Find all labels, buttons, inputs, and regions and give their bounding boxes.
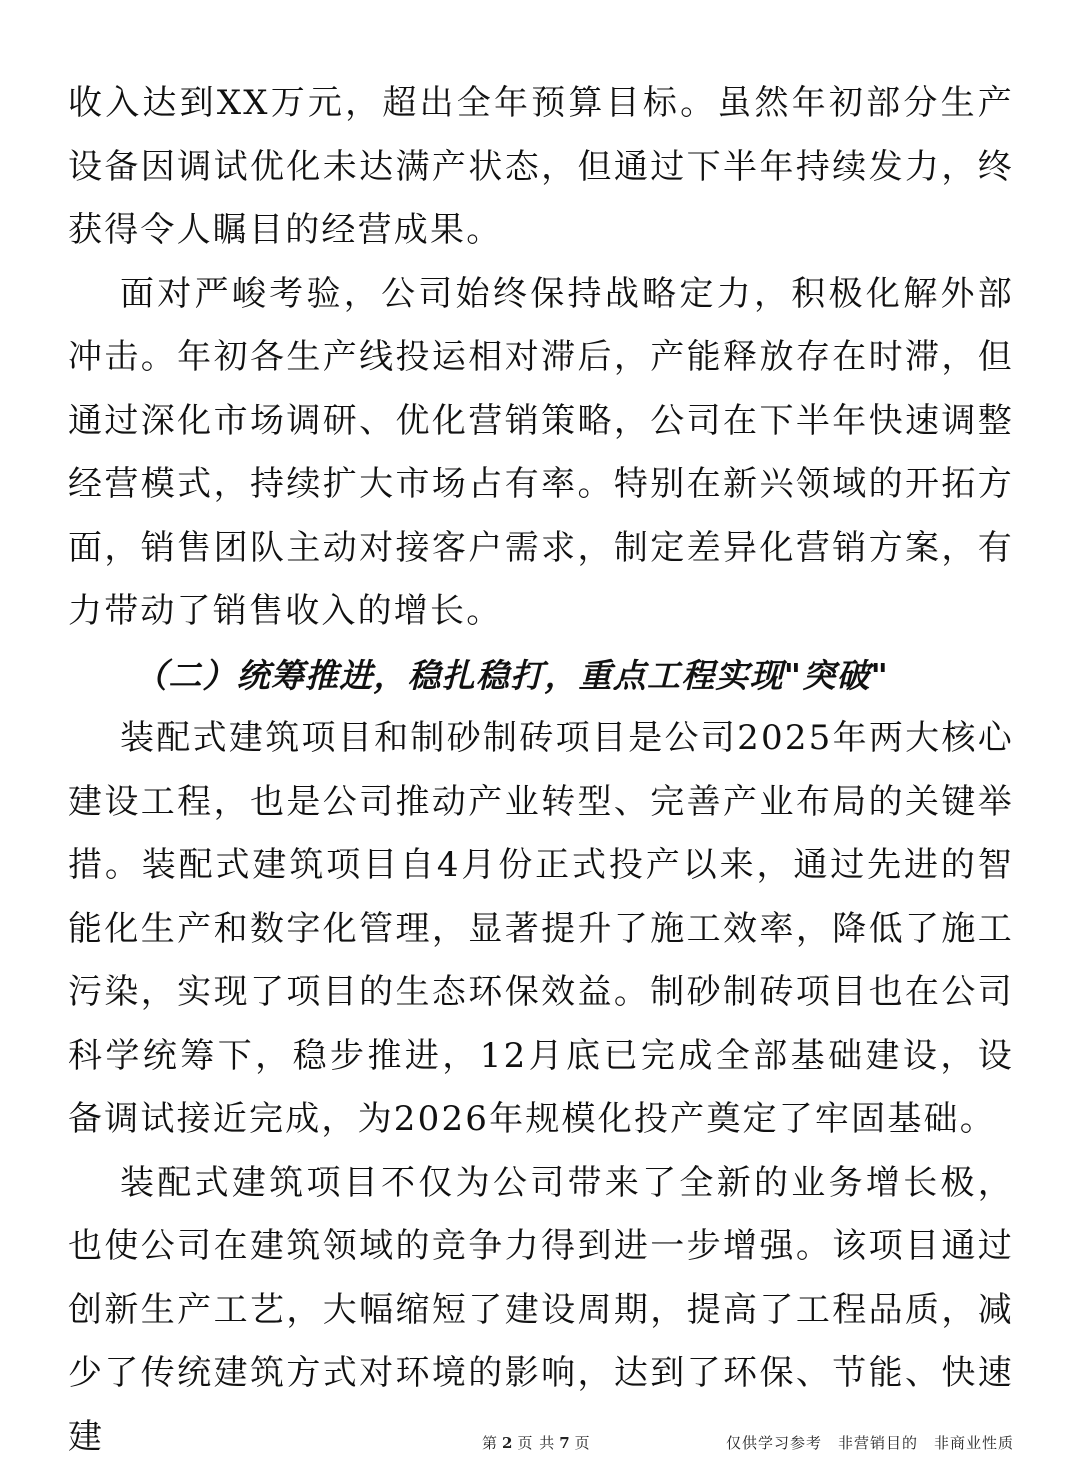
page-number [482, 1432, 591, 1453]
paragraph: 装配式建筑项目不仅为公司带来了全新的业务增长极，也使公司在建筑领域的竞争力得到进一步增强。该项目通过创新生产工艺，大幅缩短了建设周期，提高了工程品质，减少了传统建筑方式对环境的影响，达到了环保、节能、快速建 [68, 1162, 1014, 1457]
paragraph-continued: 收入达到XX万元，超出全年预算目标。虽然年初部分生产设备因调试优化未达满产状态，但通过下半年持续发力，终获得令人瞩目的经营成果。 [68, 83, 1014, 250]
paragraph: 装配式建筑项目和制砂制砖项目是公司2025年两大核心建设工程，也是公司推动产业转型、完善产业布局的关键举措。装配式建筑项目自4月份正式投产以来，通过先进的智能化生产和数字化管理，显著提升了施工效率，降低了施工污染，实现了项目的生态环保效益。制砂制砖项目也在公司科学统筹下，稳步推进，12月底已完成全部基础建设，设备调试接近完成，为2026年规模化投产奠定了牢固基础。 [68, 718, 1014, 1139]
footer-disclaimer [726, 1432, 1014, 1453]
disclaimer-item: 非营销目的 [837, 1434, 918, 1452]
total-pages: 7 [559, 1434, 571, 1452]
page-prefix: 第 [482, 1434, 499, 1452]
document-body [68, 72, 1014, 1469]
page-middle: 页 共 [517, 1434, 556, 1452]
paragraph: 面对严峻考验，公司始终保持战略定力，积极化解外部冲击。年初各生产线投运相对滞后，产能释放存在时滞，但通过深化市场调研、优化营销策略，公司在下半年快速调整经营模式，持续扩大市场占有率。特别在新兴领域的开拓方面，销售团队主动对接客户需求，制定差异化营销方案，有力带动了销售收入的增长。 [68, 273, 1014, 631]
page-footer [0, 1432, 1080, 1452]
current-page: 2 [502, 1434, 514, 1452]
section-heading: （二）统筹推进，稳扎稳打，重点工程实现"突破" [134, 655, 889, 695]
disclaimer-item: 非商业性质 [933, 1434, 1014, 1452]
disclaimer-item: 仅供学习参考 [725, 1434, 822, 1452]
page-suffix: 页 [574, 1434, 591, 1452]
